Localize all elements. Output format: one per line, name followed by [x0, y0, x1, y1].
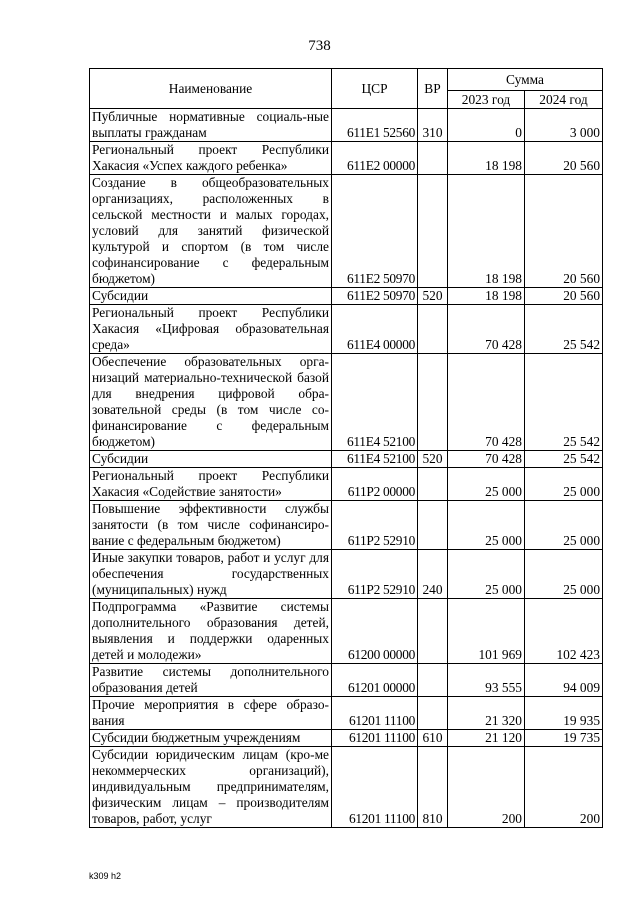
row-name: Развитие системы дополнительного образования детей: [90, 664, 332, 697]
header-year-2024: 2024 год: [525, 91, 603, 109]
table-row: [90, 550, 603, 599]
header-sum: Сумма: [448, 69, 603, 91]
row-name: Обеспечение образовательных орга-низаций материально-технической базой для внедрения цифровой обра-зовательной среды (в том числе со-финансирование с федеральным бюджетом): [90, 354, 332, 451]
row-name: Повышение эффективности службы занятости (в том числе софинансиро-вание с федеральным бюджетом): [90, 501, 332, 550]
row-vr: [418, 468, 448, 501]
row-csr: 611P2 52910: [332, 501, 418, 550]
row-csr: 611E4 00000: [332, 305, 418, 354]
table-row: [90, 451, 603, 468]
row-vr: [418, 305, 448, 354]
row-csr: 611E4 52100: [332, 451, 418, 468]
row-value-2024: 19 735: [525, 730, 603, 747]
row-name: Иные закупки товаров, работ и услуг для обеспечения государственных (муниципальных) нужд: [90, 550, 332, 599]
row-value-2024: 19 935: [525, 697, 603, 730]
table-row: [90, 599, 603, 664]
row-value-2023: 18 198: [448, 142, 525, 175]
row-csr: 611P2 00000: [332, 468, 418, 501]
table-row: [90, 305, 603, 354]
row-vr: [418, 599, 448, 664]
row-value-2023: 70 428: [448, 305, 525, 354]
row-name: Субсидии: [90, 451, 332, 468]
row-value-2024: 94 009: [525, 664, 603, 697]
row-csr: 61201 00000: [332, 664, 418, 697]
table-row: [90, 354, 603, 451]
row-csr: 611E2 50970: [332, 288, 418, 305]
row-name: Региональный проект Республики Хакасия «Цифровая образовательная среда»: [90, 305, 332, 354]
table-row: [90, 501, 603, 550]
row-value-2024: 3 000: [525, 109, 603, 142]
row-value-2023: 21 320: [448, 697, 525, 730]
row-value-2024: 25 000: [525, 468, 603, 501]
row-value-2024: 20 560: [525, 142, 603, 175]
row-vr: [418, 175, 448, 288]
table-row: [90, 288, 603, 305]
row-vr: 240: [418, 550, 448, 599]
row-name: Создание в общеобразовательных организациях, расположенных в сельской местности и малых городах, условий для занятий физической культурой и спортом (в том числе софинансирование с федеральным бюджетом): [90, 175, 332, 288]
row-value-2024: 25 000: [525, 550, 603, 599]
row-name: Прочие мероприятия в сфере образо-вания: [90, 697, 332, 730]
row-name: Публичные нормативные социаль-ные выплаты гражданам: [90, 109, 332, 142]
row-name: Региональный проект Республики Хакасия «Успех каждого ребенка»: [90, 142, 332, 175]
row-vr: [418, 501, 448, 550]
table-row: [90, 697, 603, 730]
header-vr: ВР: [418, 69, 448, 109]
row-value-2024: 25 542: [525, 305, 603, 354]
row-csr: 611P2 52910: [332, 550, 418, 599]
footer-code: k309 h2: [89, 871, 122, 881]
row-csr: 611E2 50970: [332, 175, 418, 288]
row-vr: 310: [418, 109, 448, 142]
row-value-2023: 25 000: [448, 468, 525, 501]
row-csr: 61201 11100: [332, 730, 418, 747]
header-csr: ЦСР: [332, 69, 418, 109]
row-value-2024: 102 423: [525, 599, 603, 664]
row-name: Субсидии бюджетным учреждениям: [90, 730, 332, 747]
row-vr: 520: [418, 451, 448, 468]
row-csr: 611E4 52100: [332, 354, 418, 451]
row-value-2023: 101 969: [448, 599, 525, 664]
row-value-2023: 25 000: [448, 550, 525, 599]
table-row: [90, 747, 603, 828]
row-csr: 61201 11100: [332, 697, 418, 730]
row-vr: [418, 142, 448, 175]
row-vr: 810: [418, 747, 448, 828]
row-value-2024: 25 542: [525, 451, 603, 468]
table-row: [90, 664, 603, 697]
row-name: Субсидии юридическим лицам (кро-ме некоммерческих организаций), индивидуальным предпринимателям, физическим лицам – производителям товаров, работ, услуг: [90, 747, 332, 828]
budget-table: [89, 68, 603, 828]
row-csr: 61200 00000: [332, 599, 418, 664]
row-value-2024: 200: [525, 747, 603, 828]
row-value-2024: 20 560: [525, 175, 603, 288]
row-name: Региональный проект Республики Хакасия «Содействие занятости»: [90, 468, 332, 501]
row-value-2023: 70 428: [448, 451, 525, 468]
row-value-2023: 18 198: [448, 288, 525, 305]
row-value-2023: 0: [448, 109, 525, 142]
row-vr: 520: [418, 288, 448, 305]
row-vr: [418, 354, 448, 451]
row-value-2024: 25 542: [525, 354, 603, 451]
table-row: [90, 142, 603, 175]
row-value-2024: 20 560: [525, 288, 603, 305]
row-value-2023: 18 198: [448, 175, 525, 288]
table-row: [90, 730, 603, 747]
row-csr: 611E2 00000: [332, 142, 418, 175]
row-value-2023: 93 555: [448, 664, 525, 697]
row-name: Субсидии: [90, 288, 332, 305]
header-name: Наименование: [90, 69, 332, 109]
row-csr: 61201 11100: [332, 747, 418, 828]
table-row: [90, 109, 603, 142]
row-value-2023: 70 428: [448, 354, 525, 451]
page-number: 738: [308, 38, 331, 54]
row-vr: [418, 664, 448, 697]
row-vr: [418, 697, 448, 730]
header-year-2023: 2023 год: [448, 91, 525, 109]
row-value-2023: 200: [448, 747, 525, 828]
table-row: [90, 468, 603, 501]
row-name: Подпрограмма «Развитие системы дополнительного образования детей, выявления и поддержки одаренных детей и молодежи»: [90, 599, 332, 664]
row-vr: 610: [418, 730, 448, 747]
row-value-2023: 21 120: [448, 730, 525, 747]
row-csr: 611E1 52560: [332, 109, 418, 142]
row-value-2024: 25 000: [525, 501, 603, 550]
row-value-2023: 25 000: [448, 501, 525, 550]
table-row: [90, 175, 603, 288]
